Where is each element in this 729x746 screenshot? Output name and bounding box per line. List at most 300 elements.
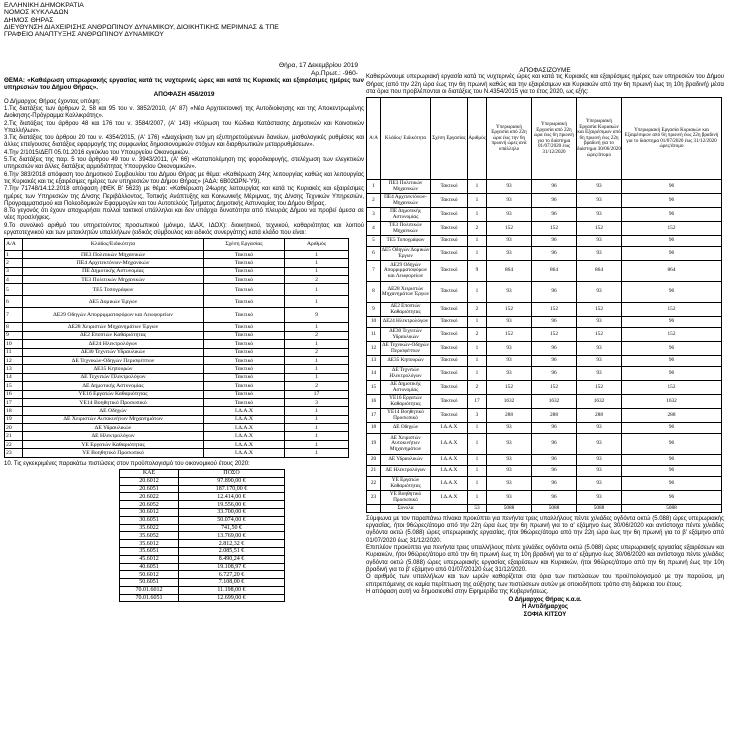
table-cell: 288 xyxy=(487,409,532,423)
table-cell: Τακτικό xyxy=(204,296,285,308)
table-cell: Σύνολα xyxy=(381,505,431,513)
table-cell: 1 xyxy=(285,259,349,267)
table-cell: Τακτικό xyxy=(204,267,285,275)
table-cell: Τακτικό xyxy=(204,365,285,373)
table-header-row xyxy=(367,98,722,180)
table-cell: 7.108,00 € xyxy=(179,579,285,587)
table-cell: ΔΕ Οδηγών xyxy=(381,423,431,434)
table-cell: 96 xyxy=(532,434,577,455)
table-cell: 6 xyxy=(367,247,381,261)
table-cell: ΠΕ4 Αρχιτεκτόνων-Μηχανικών xyxy=(381,194,431,208)
table-cell: ΔΕ Υδραυλικών xyxy=(381,455,431,466)
table-row xyxy=(5,250,349,258)
table-row xyxy=(367,395,722,409)
table-cell: 93 xyxy=(487,434,532,455)
table-cell: 288 xyxy=(532,409,577,423)
table-cell: ΠΕ3 Πολιτικών Μηχανικών xyxy=(381,180,431,194)
table-row xyxy=(120,516,285,524)
overtime-table xyxy=(366,97,722,513)
table-cell: Ι.Δ.Α.Χ xyxy=(204,440,285,448)
table-cell: ΔΕ5 Οδηγών Δομικών Έργων xyxy=(381,247,430,259)
table-cell: 22 xyxy=(5,440,23,448)
staff-table xyxy=(4,238,349,458)
table-cell: 96 xyxy=(622,477,722,491)
table-row xyxy=(120,493,285,501)
table-cell: 1 xyxy=(468,236,487,247)
table-cell: 4 xyxy=(367,222,381,236)
table-cell: 93 xyxy=(487,356,532,367)
table-cell: Τακτικό xyxy=(204,348,285,356)
table-cell: ΔΕ Τεχνιτών Πλεκτρολόγων xyxy=(23,373,204,381)
table-cell: 1 xyxy=(468,282,487,303)
table-cell: 864 xyxy=(622,261,722,282)
protocol-number: Αρ.Πρωτ.: -960- xyxy=(310,69,358,77)
table-header-cell: Κλάδος/Ειδικότητα xyxy=(23,238,204,250)
table-cell: 93 xyxy=(577,194,622,208)
table-cell: 93 xyxy=(487,180,532,194)
table-cell: 7 xyxy=(5,308,23,323)
table-cell: 33.700,00 € xyxy=(179,508,285,516)
table-cell: 96 xyxy=(532,491,577,505)
table-cell: 152 xyxy=(532,328,577,342)
table-cell: 50.6051 xyxy=(120,579,179,587)
consideration: 9.Το συνολικό αριθμό του υπηρετούντος προσωπικού (μόνιμο, ΙΔΑΧ, ΙΔΟΧ): διοικητικού, τεχνικού, καθαριότητας και λοιπού εργατοτεχνικού και των μετακλητών υπαλλήλων (ειδικός σύμβουλος και ειδικός συνεργάτης) κατά κλάδο που είναι: xyxy=(4,222,364,237)
table-cell: 152 xyxy=(532,381,577,395)
table-cell: Τακτικό xyxy=(431,194,468,208)
table-cell: 96 xyxy=(622,208,722,222)
table-cell: 96 xyxy=(532,423,577,434)
table-cell: 96 xyxy=(532,342,577,356)
table-cell: 93 xyxy=(577,356,622,367)
table-cell: 96 xyxy=(622,194,722,208)
table-row xyxy=(120,586,285,594)
considerations xyxy=(4,106,364,237)
table-cell: ΠΕ Δημοτικής Αστυνομίας xyxy=(381,208,431,222)
table-cell: 23 xyxy=(367,491,381,505)
signature-line: Ο Δήμαρχος Θήρας κ.α.α. xyxy=(508,597,582,604)
table-cell: Τακτικό xyxy=(204,331,285,339)
table-cell: 93 xyxy=(487,317,532,328)
table-cell: ΔΕ24 Ηλεκτρολόγων xyxy=(23,340,204,348)
table-cell: 19 xyxy=(367,434,381,455)
table-cell: 19 xyxy=(5,415,23,423)
table-cell: ΔΕ30 Τεχνιτών Υδραυλικών xyxy=(381,328,431,342)
table-cell: 50.074,00 € xyxy=(179,516,285,524)
table-cell: 741,50 € xyxy=(179,524,285,532)
table-cell: 152 xyxy=(577,222,622,236)
table-cell: 93 xyxy=(577,367,622,381)
table-cell: 93 xyxy=(577,236,622,247)
table-row xyxy=(5,340,349,348)
table-cell: Ι.Δ.Α.Χ xyxy=(431,434,468,455)
table-cell: 12.414,00 € xyxy=(179,493,285,501)
letterhead-line: ΓΡΑΦΕΙΟ ΑΝΑΠΤΥΞΗΣ ΑΝΘΡΩΠΙΝΟΥ ΔΥΝΑΜΙΚΟΥ xyxy=(4,31,164,39)
table-header-cell: Α/Α xyxy=(367,98,381,180)
table-cell: 1 xyxy=(285,356,349,364)
table-cell: 1 xyxy=(468,342,487,356)
table-row xyxy=(5,308,349,323)
signature-line: Η Αντιδήμαρχος xyxy=(522,604,568,611)
table-cell: 2 xyxy=(367,194,381,208)
table-cell: 96 xyxy=(532,356,577,367)
table-row xyxy=(120,477,285,485)
consideration: 8.Το γεγονός ότι έχουν αποχωρήσει πολλοί τακτικοί υπάλληλοι και δεν υπάρχει δυνατότητα από πλευράς Δήμου να προβεί άμεσα σε νέες προσλήψεις. xyxy=(4,208,364,222)
table-cell: ΤΕ3 Πολιτικών Μηχανικών xyxy=(381,222,431,236)
table-cell: 96 xyxy=(532,236,577,247)
table-cell: 18 xyxy=(5,407,23,415)
table-row xyxy=(5,432,349,440)
table-cell: Τακτικό xyxy=(204,373,285,381)
table-cell: ΥΕ Εργατών Καθαριότητας xyxy=(23,440,204,448)
table-row xyxy=(5,331,349,339)
letterhead-line: ΕΛΛΗΝΙΚΗ ΔΗΜΟΚΡΑΤΙΑ xyxy=(4,2,84,9)
table-cell: 1 xyxy=(285,415,349,423)
table-cell: 93 xyxy=(487,455,532,466)
table-row xyxy=(5,365,349,373)
consideration: 1.Τις διατάξεις των άρθρων 2, 58 και 95 του ν. 3852/2010, (Α' 87) «Νέα Αρχιτεκτονική της Αυτοδιοίκησης και της Αποκεντρωμένης Διοίκησης-Πρόγραμμα Καλλικράτης». xyxy=(4,105,364,120)
table-row xyxy=(5,356,349,364)
table-cell: 96 xyxy=(532,282,577,303)
table-cell: 152 xyxy=(532,222,577,236)
table-cell: 2 xyxy=(468,328,487,342)
table-cell: Τακτικό xyxy=(431,236,468,247)
table-cell: 152 xyxy=(487,222,532,236)
consideration: 6.Την 383/2018 απόφαση του Δημοτικού Συμβουλίου του Δήμου Θήρας με θέμα: «Καθιέρωση 24ης λειτουργίας καθώς και λειτουργίας τις Κυριακές και τις εξαιρέσιμες ημέρες των υπηρεσιών του Δήμου Θήρας» (ΑΔΑ: 6Β02ΩΡΝ-Ύ9). xyxy=(4,171,364,185)
table-row xyxy=(120,508,285,516)
table-cell: 5088 xyxy=(577,505,622,513)
table-cell: 1 xyxy=(367,180,381,194)
table-header-cell: Υπερωριακή Εργασία Κυριακών και Εξαιρέσιμων από 6η πρωινή έως 22η βραδινή για το διάστημα 01/07/2020 έως 31/12/2020 ώρες/άτομο xyxy=(622,98,722,180)
table-cell: 17 xyxy=(367,409,381,423)
table-cell: 93 xyxy=(487,194,532,208)
table-row xyxy=(367,455,722,466)
table-cell: 45.6012 xyxy=(120,555,179,563)
table-cell: 14 xyxy=(5,373,23,381)
table-cell: 3 xyxy=(367,208,381,222)
table-cell: ΤΕ5 Τοπογράφων xyxy=(23,284,204,296)
table-cell: 93 xyxy=(577,434,622,455)
table-cell: Τακτικό xyxy=(431,395,468,409)
letterhead-line: ΔΙΕΥΘΥΝΣΗ ΔΙΑΧΕΙΡΙΣΗΣ ΑΝΘΡΩΠΙΝΟΥ ΔΥΝΑΜΙΚΟΥ, ΔΙΟΙΚΗΤΙΚΗΣ ΜΕΡΙΜΝΑΣ & ΤΠΕ xyxy=(4,23,279,31)
table-row xyxy=(5,424,349,432)
table-cell: 1 xyxy=(285,407,349,415)
table-cell: 1 xyxy=(285,432,349,440)
decision-title: ΑΠΟΦΑΣΗ 456/2019 xyxy=(153,91,215,99)
left-column xyxy=(4,0,364,602)
table-row xyxy=(367,180,722,194)
table-cell: Ι.Δ.Α.Χ xyxy=(431,491,468,505)
table-cell: 1 xyxy=(468,208,487,222)
letterhead xyxy=(4,2,364,38)
table-cell: 2.812,32 € xyxy=(179,540,285,548)
table-row xyxy=(5,284,349,296)
table-cell: 1 xyxy=(285,440,349,448)
table-cell: Τακτικό xyxy=(431,208,468,222)
table-cell: 152 xyxy=(622,328,722,342)
table-cell: Τακτικό xyxy=(431,381,468,395)
letterhead-line: ΔΗΜΟΣ ΘΗΡΑΣ xyxy=(4,16,54,24)
consideration: 7.Την 71748/14.12.2018 απόφαση (ΦΕΚ Β' 5623) με θέμα: «Καθιέρωση 24ωρης λειτουργίας και κατά τις Κυριακές και εξαιρέσιμες ημέρες των Υπηρεσιών της Δ/νσης Περιβάλλοντος, Τοπικής Ανάπτυξης και Κοινωνικής Μέριμνας, της Δ/νσης Τεχνικών Υπηρεσιών, Προγραμματισμού και Πολεοδομικών Εφαρμογών και του Αυτοτελούς Τμήματος Δημοτικής Αστυνομίας του Δήμου Θήρας. xyxy=(4,186,364,207)
table-cell: ΔΕ29 Οδηγών Απορριμματοφόρων και Λεωφορείων xyxy=(23,308,204,323)
table-cell: 12 xyxy=(5,356,23,364)
table-cell: 1 xyxy=(285,296,349,308)
table-cell: 8 xyxy=(367,282,381,303)
table-cell: 20.6022 xyxy=(120,493,179,501)
table-row xyxy=(367,491,722,505)
table-cell: 3 xyxy=(285,398,349,406)
table-cell: 35.6012 xyxy=(120,540,179,548)
table-cell: 70.01.6012 xyxy=(120,586,179,594)
letterhead-line: ΝΟΜΟΣ ΚΥΚΛΑΔΩΝ xyxy=(4,9,69,17)
table-cell: 16 xyxy=(5,390,23,398)
table-cell: 93 xyxy=(487,423,532,434)
table-cell: Τακτικό xyxy=(204,276,285,284)
table-cell: 152 xyxy=(622,222,722,236)
table-header-cell: Α/Α xyxy=(5,238,23,250)
table-cell: 96 xyxy=(622,434,722,455)
consideration: 4.Την 2/1015/ΔΕΠ 05.01.2016 εγκύκλιο του Υπουργείου Οικονομικών. xyxy=(4,149,190,156)
credits-table xyxy=(119,469,285,603)
table-cell: 93 xyxy=(487,208,532,222)
table-cell: 1 xyxy=(468,491,487,505)
table-cell: Ι.Δ.Α.Χ xyxy=(204,415,285,423)
table-cell: 96 xyxy=(622,367,722,381)
table-row xyxy=(367,342,722,356)
table-cell: 1 xyxy=(468,180,487,194)
table-cell: 18 xyxy=(367,423,381,434)
table-cell: 93 xyxy=(577,477,622,491)
table-cell: 11 xyxy=(5,348,23,356)
table-row xyxy=(367,477,722,491)
table-cell: 96 xyxy=(622,356,722,367)
table-cell: 96 xyxy=(622,491,722,505)
table-cell: ΠΕ Δημοτικής Αστυνομίας xyxy=(23,267,204,275)
table-cell: 17 xyxy=(5,398,23,406)
overtime-table-body xyxy=(367,180,722,505)
table-cell: 1 xyxy=(285,284,349,296)
table-cell: 6 xyxy=(5,296,23,308)
table-cell: 96 xyxy=(532,317,577,328)
table-cell: ΤΕ3 Πολιτικών Μηχανικών xyxy=(23,276,204,284)
table-cell: 13 xyxy=(367,356,381,367)
table-cell: 10 xyxy=(367,317,381,328)
table-cell: 22 xyxy=(367,477,381,491)
table-cell: 152 xyxy=(577,303,622,317)
table-cell: 10 xyxy=(5,340,23,348)
table-cell: 5088 xyxy=(532,505,577,513)
table-cell: 1 xyxy=(468,247,487,261)
table-cell: 93 xyxy=(577,208,622,222)
table-cell: 8 xyxy=(5,323,23,331)
table-cell: 152 xyxy=(577,328,622,342)
table-cell: 11 xyxy=(367,328,381,342)
table-cell: 93 xyxy=(577,247,622,261)
table-cell: 1632 xyxy=(622,395,722,409)
table-cell: Ι.Δ.Α.Χ xyxy=(204,432,285,440)
table-cell: 1 xyxy=(285,424,349,432)
table-row xyxy=(120,579,285,587)
closing-section xyxy=(366,516,724,596)
table-cell: 5 xyxy=(367,236,381,247)
table-cell: 15 xyxy=(367,381,381,395)
table-cell: Τακτικό xyxy=(431,409,468,423)
table-cell: 53 xyxy=(468,505,487,513)
table-header-row xyxy=(120,469,285,477)
table-cell: 2 xyxy=(5,259,23,267)
table-cell: 2 xyxy=(468,222,487,236)
table-cell: 93 xyxy=(577,180,622,194)
table-cell: 1 xyxy=(468,455,487,466)
table-cell: Ι.Δ.Α.Χ xyxy=(431,477,468,491)
table-cell: 15 xyxy=(5,382,23,390)
table-cell: 20.6012 xyxy=(120,477,179,485)
table-cell: ΔΕ Δημοτικής Αστυνομίας xyxy=(381,381,431,395)
table-cell: ΔΕ Ηλεκτρολόγων xyxy=(381,466,431,477)
table-cell: Ι.Δ.Α.Χ xyxy=(204,449,285,457)
table-row xyxy=(367,194,722,208)
table-cell: 21 xyxy=(367,466,381,477)
decide-title: ΑΠΟΦΑΣΙΖΟΥΜΕ xyxy=(519,67,571,74)
table-cell: 1 xyxy=(468,356,487,367)
table-row xyxy=(5,259,349,267)
table-row xyxy=(5,296,349,308)
table-cell: Τακτικό xyxy=(431,367,468,381)
table-cell: ΥΕ Βοηθητικό Προσωπικό xyxy=(381,491,431,505)
table-cell: ΤΕ5 Τοπογράφων xyxy=(381,236,431,247)
table-cell: 93 xyxy=(487,477,532,491)
table-cell: 2 xyxy=(285,348,349,356)
table-cell: 93 xyxy=(577,466,622,477)
table-row xyxy=(367,236,722,247)
table-row xyxy=(367,356,722,367)
table-row xyxy=(120,540,285,548)
table-cell: 12.699,00 € xyxy=(179,594,285,602)
consideration: 3.Τις διατάξεις του άρθρου 20 του ν. 4354/2015, (Α' 176) «Διαχείριση των μη εξυπηρετούμενων δανείων, μισθολογικές ρυθμίσεις και άλλες επείγουσες διατάξεις εφαρμογής της συμφωνίας δημοσιονομικών στόχων και διαρθρωτικών μεταρρυθμίσεων». xyxy=(4,135,364,149)
table-row xyxy=(367,317,722,328)
table-cell: Τακτικό xyxy=(204,390,285,398)
table-cell: 11.198,00 € xyxy=(179,586,285,594)
table-cell: 3 xyxy=(5,267,23,275)
table-row xyxy=(120,555,285,563)
signature-name: ΣΟΦΙΑ ΚΙΤΣΟΥ xyxy=(523,611,567,618)
table-cell: 16 xyxy=(367,395,381,409)
table-cell: 96 xyxy=(622,466,722,477)
table-cell: 6.727,20 € xyxy=(179,571,285,579)
table-row xyxy=(367,222,722,236)
table-cell: ΔΕ Χειριστών Αυτοκινήτων Μηχανημάτων xyxy=(23,415,204,423)
table-cell: 9 xyxy=(5,331,23,339)
table-cell: 70.01.6051 xyxy=(120,594,179,602)
table-header-cell: ΚΑΕ xyxy=(120,469,179,477)
table-cell: 93 xyxy=(577,491,622,505)
table-row xyxy=(120,532,285,540)
table-row xyxy=(5,407,349,415)
table-cell: 93 xyxy=(487,282,532,303)
table-cell: 2 xyxy=(285,382,349,390)
table-cell: 1 xyxy=(285,449,349,457)
intro: Ο Δήμαρχος Θήρας έχοντας υπόψη: xyxy=(4,98,101,105)
table-cell: 93 xyxy=(577,317,622,328)
table-cell: 96 xyxy=(622,455,722,466)
table-row xyxy=(367,367,722,381)
closing-paragraph: Επιπλέον προκύπτει για πενήντα τρεις υπαλλήλους πέντε χιλιάδες ογδόντα οκτώ (5.088) ώρες υπερωριακής εργασίας εξαιρέσεων και Κυριακών, ήτοι 96ώρες/άτομο από την 6η πρωινή έως τη 10η βραδινή για το α' εξάμηνο έως 30/06/2020 και αντίστοιχα πέντε χιλιάδες ογδόντα οκτώ (5.088) ώρες υπερωριακής εργασίας εξαιρέσεων και Κυριακών, ήτοι 96ώρες/άτομο από την 6η πρωινή έως την 10η βραδινή για το β' εξάμηνο από 01/07/20120 έως 31/12/2020. xyxy=(366,545,724,573)
table-cell: Τακτικό xyxy=(204,259,285,267)
table-cell: 21 xyxy=(5,432,23,440)
table-cell: ΔΕ Δημοτικής Αστυνομίας xyxy=(23,382,204,390)
table-row xyxy=(5,382,349,390)
table-cell: 1 xyxy=(468,466,487,477)
signature-block xyxy=(366,597,724,619)
table-cell: 96 xyxy=(622,247,722,261)
table-row xyxy=(367,423,722,434)
table-cell: 20 xyxy=(367,455,381,466)
table-cell: Τακτικό xyxy=(431,222,468,236)
table-cell: ΥΕ Βοηθητικό Προσωπικό xyxy=(23,449,204,457)
table-cell: 187.170,00 € xyxy=(179,485,285,493)
table-row xyxy=(367,328,722,342)
table-row xyxy=(367,247,722,261)
table-header-cell: Αριθμός xyxy=(285,238,349,250)
table-cell: ΔΕ35 Κηπουρών xyxy=(381,356,431,367)
table-cell: 1 xyxy=(285,267,349,275)
table-cell: 93 xyxy=(487,247,532,261)
table-cell: 20.6052 xyxy=(120,501,179,509)
table-cell: 2 xyxy=(285,331,349,339)
table-row xyxy=(5,348,349,356)
table-row xyxy=(367,434,722,455)
table-cell: ΔΕ Τεχνικών-Οδηγών Περισφέπτων xyxy=(23,356,204,364)
table-cell: Τακτικό xyxy=(204,308,285,323)
table-cell: 13 xyxy=(5,365,23,373)
table-cell: 9 xyxy=(468,261,487,282)
table-cell: 35.6051 xyxy=(120,547,179,555)
table-cell: 17 xyxy=(285,390,349,398)
table-cell: ΥΕ14 Βοηθητικό Προσωπικό xyxy=(23,398,204,406)
table-cell: 9 xyxy=(285,308,349,323)
table-cell: 864 xyxy=(577,261,622,282)
table-cell: 152 xyxy=(487,381,532,395)
table-cell: 96 xyxy=(622,282,722,303)
table-cell: ΔΕ29 Οδηγών Απορριμματοφόρων και Λεωφορείων xyxy=(381,261,431,282)
table-cell: 30.6051 xyxy=(120,516,179,524)
table-cell: 96 xyxy=(532,194,577,208)
credits-table-body xyxy=(120,477,285,602)
credits-intro: 10. Τις εγκεκριμένες παρακάτω πιστώσεις στον προϋπολογισμό του οικονομικού έτους 2020: xyxy=(4,460,250,467)
table-cell: ΥΕ16 Εργατών Καθαριότητας xyxy=(381,395,431,409)
table-cell: 2 xyxy=(468,381,487,395)
table-cell: Τακτικό xyxy=(431,342,468,356)
table-cell: Ι.Δ.Α.Χ xyxy=(204,424,285,432)
table-header-cell: Σχέση Εργασίας xyxy=(431,98,468,180)
table-cell: Τακτικό xyxy=(431,180,468,194)
table-cell: 96 xyxy=(532,466,577,477)
closing-paragraph: Ο αριθμός των υπαλλήλων και των ωρών καθορίζεται στα όρια των πιστώσεων του προϋπολογισμού με την παρούσα, μη επιτρεπόμενης σε καμία περίπτωση της αύξησης των πιστώσεων αυτών με οποιοδήποτε τρόπο στη διάρκεια του έτους. xyxy=(366,574,724,588)
table-cell: 35.6022 xyxy=(120,524,179,532)
table-row xyxy=(5,415,349,423)
table-cell: 4 xyxy=(5,276,23,284)
table-cell: 864 xyxy=(532,261,577,282)
consideration: 5.Τις διατάξεις της παρ. 5 του άρθρου 49 του ν. 3943/2011, (Α' 66) «Καταπολέμηση της φοροδιαφυγής, στελέχωση των ελεγκτικών υπηρεσιών και άλλες διατάξεις αρμοδιότητας Υπουργείου Οικονομικών». xyxy=(4,157,364,171)
table-cell: 93 xyxy=(577,423,622,434)
table-cell: 96 xyxy=(532,367,577,381)
table-cell: 1 xyxy=(285,365,349,373)
table-cell: Τακτικό xyxy=(431,247,468,261)
table-cell: ΔΕ Ηλεκτρολόγων xyxy=(23,432,204,440)
table-cell: Τακτικό xyxy=(204,398,285,406)
table-cell: 1 xyxy=(468,367,487,381)
table-cell: 9 xyxy=(367,303,381,317)
table-cell: 1 xyxy=(468,423,487,434)
